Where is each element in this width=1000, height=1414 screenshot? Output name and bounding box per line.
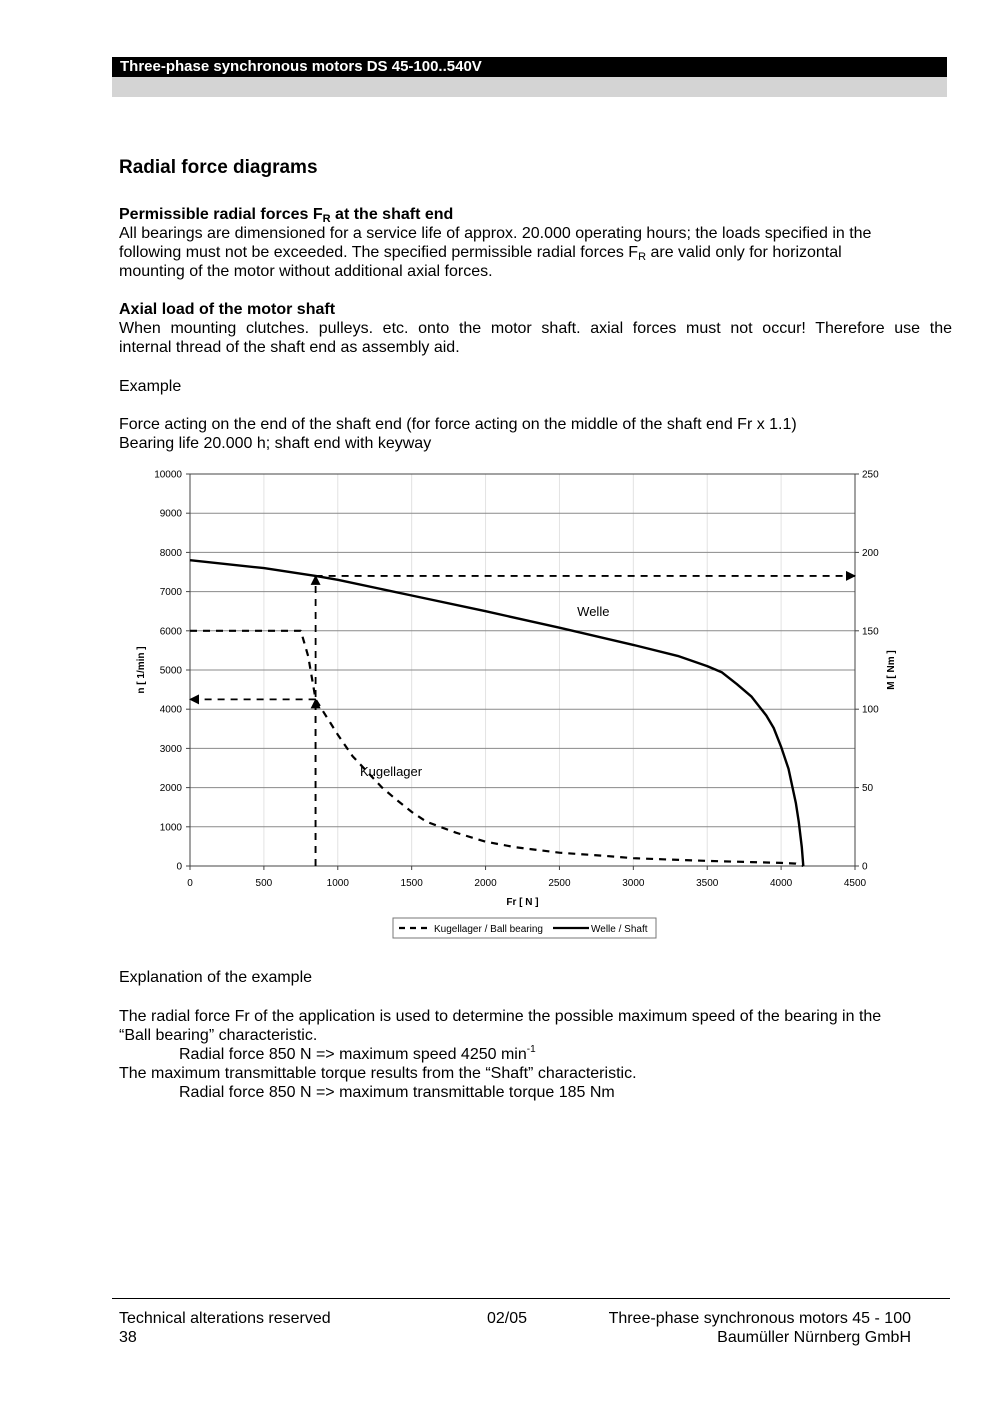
- footer-divider: [112, 1298, 950, 1299]
- x-axis-title: Fr [ N ]: [506, 897, 539, 908]
- y-tick-label: 10000: [154, 469, 182, 481]
- x-tick-label: 4000: [769, 878, 793, 889]
- x-tick-label: 4500: [843, 878, 867, 889]
- explanation-line-1: The radial force Fr of the application is used to determine the possible maximum speed of the bearing in the: [119, 1008, 882, 1025]
- explanation-line-2: “Ball bearing” characteristic.: [119, 1027, 318, 1044]
- ball-bearing-curve-label: Kugellager: [359, 763, 423, 779]
- y2-tick-label: 0: [862, 861, 868, 873]
- footer-right-2: Baumüller Nürnberg GmbH: [717, 1329, 911, 1346]
- y2-tick-label: 200: [862, 547, 879, 559]
- y2-tick-label: 150: [862, 626, 879, 638]
- x-tick-label: 0: [187, 878, 193, 889]
- y-tick-label: 8000: [159, 547, 182, 559]
- y-tick-label: 7000: [159, 587, 182, 599]
- y-tick-label: 4000: [159, 704, 182, 716]
- header-bar: [112, 57, 947, 77]
- x-tick-label: 1500: [400, 878, 423, 889]
- x-tick-label: 500: [255, 878, 273, 889]
- radial-line-3: mounting of the motor without additional axial forces.: [119, 263, 493, 280]
- section-title: Radial force diagrams: [119, 157, 318, 178]
- y-tick-label: 6000: [159, 626, 182, 638]
- explanation-line-4: The maximum transmittable torque results from the “Shaft” characteristic.: [119, 1065, 637, 1082]
- shaft-curve-label: Welle: [577, 603, 610, 619]
- x-tick-label: 2500: [548, 878, 571, 889]
- footer-date: 02/05: [487, 1310, 528, 1327]
- y2-tick-label: 250: [862, 469, 879, 481]
- x-tick-label: 3500: [696, 878, 719, 889]
- radial-heading: Permissible radial forces $F_R$ at the shaft end: [119, 206, 454, 225]
- header-grey-band: [112, 77, 947, 97]
- y-axis-title: n [ 1/min ]: [136, 646, 147, 694]
- header-title: Three-phase synchronous motors DS 45-100..540V: [120, 58, 482, 75]
- x-tick-label: 2000: [474, 878, 497, 889]
- legend-label-ball-bearing: Kugellager / Ball bearing: [434, 924, 543, 935]
- radial-force-chart: [130, 460, 897, 950]
- footer-left-1: Technical alterations reserved: [119, 1310, 331, 1327]
- footer-right-1: Three-phase synchronous motors 45 - 100: [608, 1310, 911, 1327]
- explanation-line-5: Radial force 850 N => maximum transmittable torque 185 Nm: [179, 1084, 615, 1101]
- footer-page-number: 38: [119, 1329, 137, 1346]
- y-tick-label: 5000: [159, 665, 182, 677]
- y-tick-label: 9000: [159, 508, 182, 520]
- x-tick-label: 1000: [326, 878, 349, 889]
- axial-line-2: internal thread of the shaft end as assembly aid.: [119, 339, 460, 356]
- force-line-1: Force acting on the end of the shaft end (for force acting on the middle of the shaft end Fr x 1.1): [119, 416, 797, 433]
- y-tick-label: 3000: [159, 743, 182, 755]
- radial-line-2: following must not be exceeded. The specified permissible radial forces $F_R$ are valid only for horizontal: [119, 244, 842, 263]
- y-tick-label: 1000: [159, 822, 182, 834]
- shaft-line: [190, 560, 803, 866]
- axial-heading: Axial load of the motor shaft: [119, 301, 336, 318]
- x-tick-label: 3000: [622, 878, 645, 889]
- force-line-2: Bearing life 20.000 h; shaft end with keyway: [119, 435, 432, 452]
- y2-tick-label: 100: [862, 704, 879, 716]
- y2-axis-title: M [ Nm ]: [886, 650, 897, 690]
- explanation-heading: Explanation of the example: [119, 969, 313, 986]
- y-tick-label: 0: [176, 861, 182, 873]
- radial-line-1: All bearings are dimensioned for a service life of approx. 20.000 operating hours; the loads specified in the: [119, 225, 872, 242]
- y-tick-label: 2000: [159, 783, 182, 795]
- legend-label-shaft: Welle / Shaft: [591, 924, 648, 935]
- example-label: Example: [119, 378, 182, 395]
- y2-tick-label: 50: [862, 783, 874, 795]
- axial-line-1: When mounting clutches. pulleys. etc. onto the motor shaft. axial forces must not occur! Therefore use the: [119, 320, 952, 337]
- explanation-line-3: Radial force 850 N => maximum speed 4250 $\min^{-1}$: [179, 1044, 536, 1063]
